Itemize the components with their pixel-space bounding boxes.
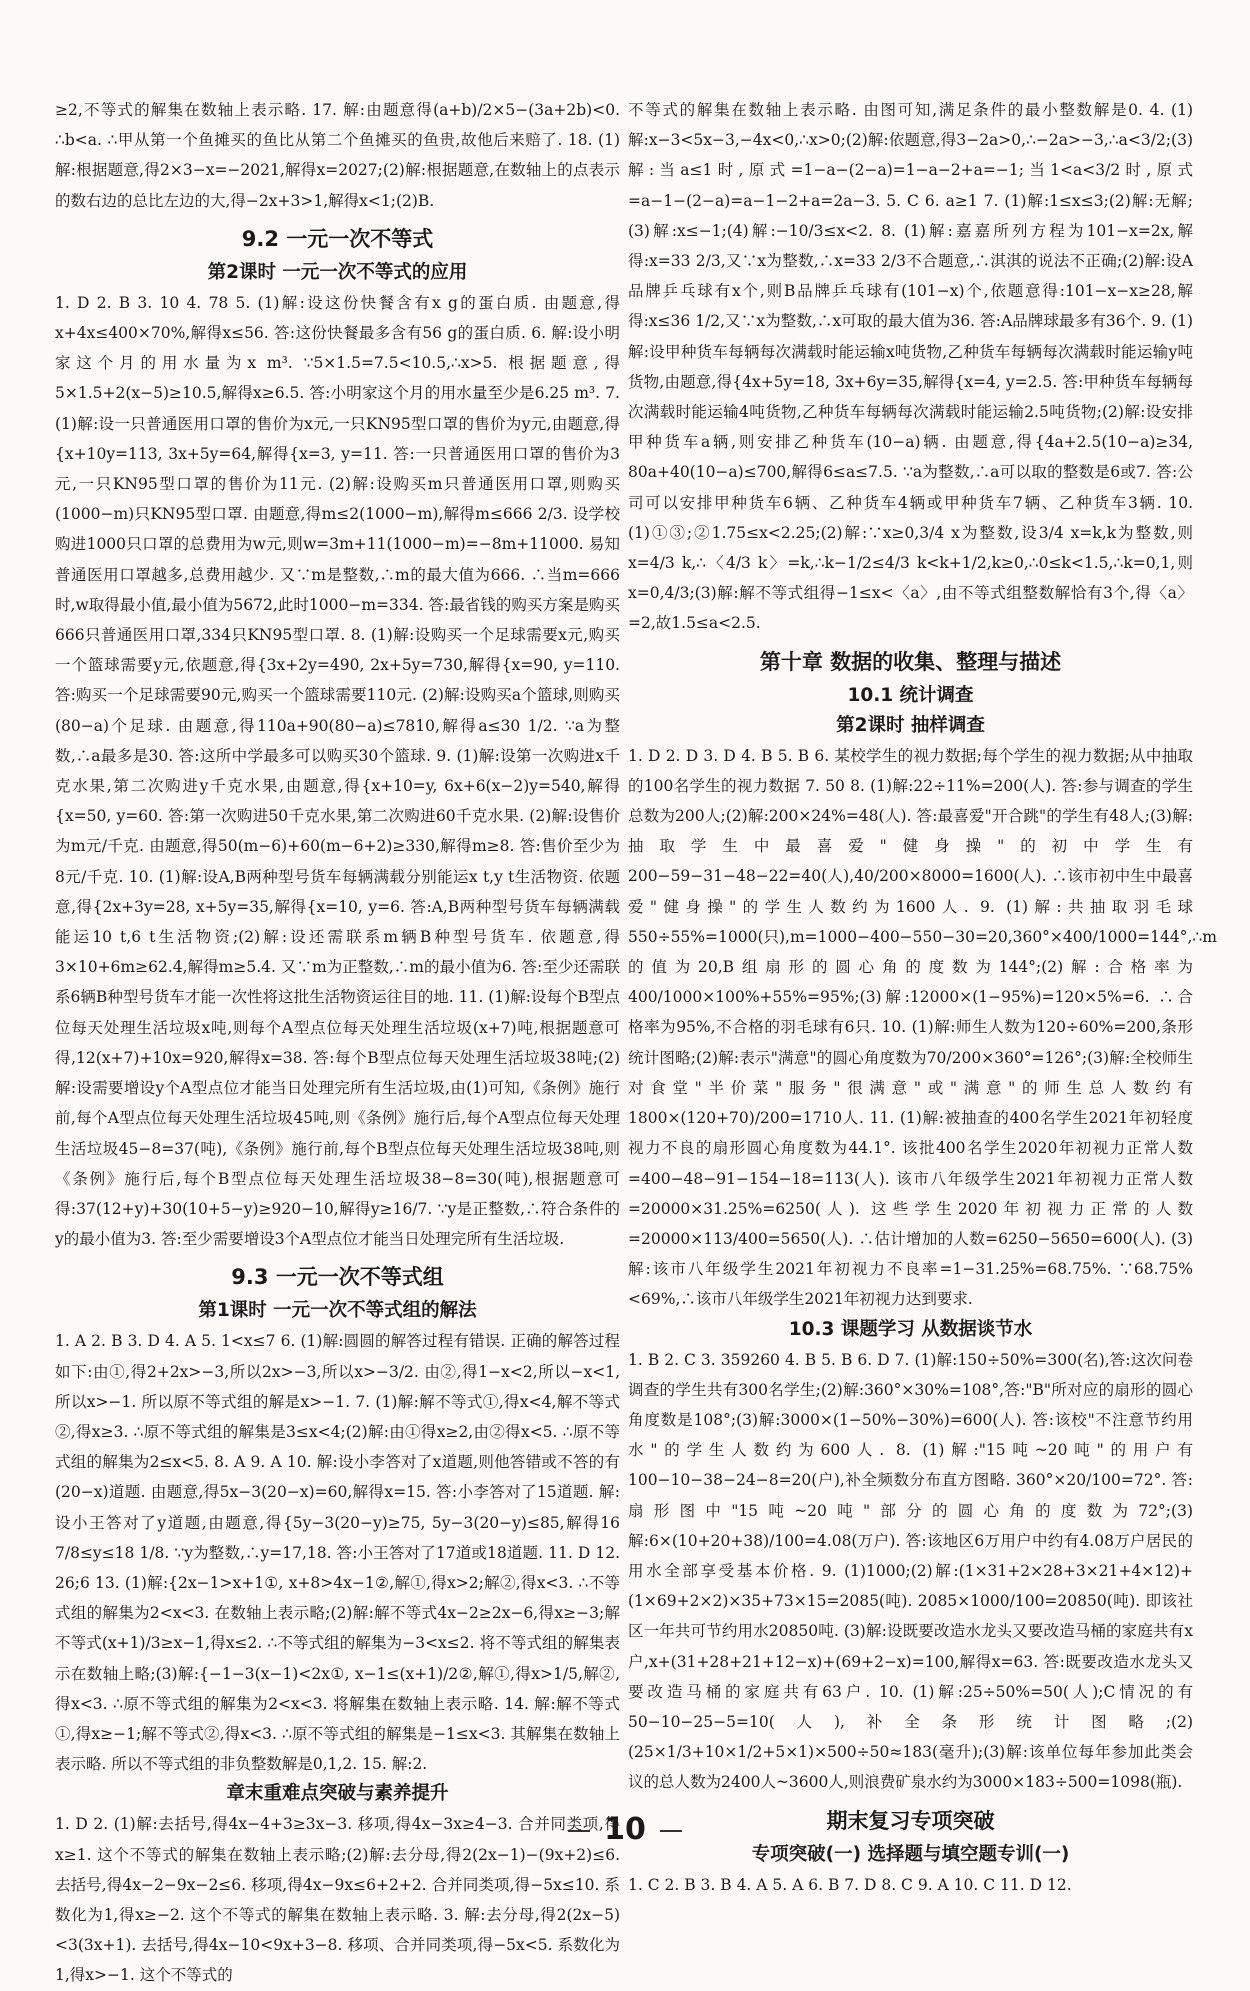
lesson-heading: 第2课时 抽样调查 — [836, 714, 985, 736]
left-column — [55, 95, 620, 1991]
chapter-heading: 第十章 数据的收集、整理与描述 — [759, 649, 1062, 674]
answer-text: 1. C 2. B 3. B 4. A 5. A 6. B 7. D 8. C 9. A 10. C 11. D 12. — [628, 1875, 1072, 1894]
lesson-heading: 第2课时 一元一次不等式的应用 — [207, 261, 468, 283]
answer-text: 1. D 2. D 3. D 4. B 5. B 6. 某校学生的视力数据;每个学生的视力数据;从中抽取的100名学生的视力数据 7. 50 8. (1)解:22÷11%=200(人). 答:参与调查的学生总数为200人;(2)解:200×24%=48(人). 答:最喜爱"开合跳"的学生有48人;(3)解:抽取学生中最喜爱"健身操"的初中学生有200−59−31−48−22=40(人),40/200×8000=1600(人). ∴该市初中生中最喜爱"健身操"的学生人数约为1600人. 9. (1)解:共抽取羽毛球550÷55%=1000(只),m=1000−400−550−30=20,360°×400/1000=144°,∴m的值为20,B组扇形的圆心角的度数为144°;(2)解:合格率为400/1000×100%+55%=95%;(3)解:12000×(1−95%)=120×5%=6. ∴合格率为95%,不合格的羽毛球有6只. 10. (1)解:师生人数为120÷60%=200,条形统计图略;(2)解:表示"满意"的圆心角度数为70/200×360°=126°;(3)解:全校师生对食堂"半价菜"服务"很满意"或"满意"的师生总人数约有1800×(120+70)/200=1710人. 11. (1)解:被抽查的400名学生2021年初轻度视力不良的扇形圆心角度数为44.1°. 该批400名学生2020年初视力正常人数=400−48−91−154−18=113(人). 该市八年级学生2021年初视力正常人数=20000×31.25%=6250(人). 这些学生2020年初视力正常的人数=20000×113/400=5650(人). ∴估计增加的人数=6250−5650=600(人). (3)解:该市八年级学生2021年初视力不良率=1−31.25%=68.75%. ∵68.75%<69%,∴该市八年级学生2021年初视力达到要求. — [628, 746, 1217, 1309]
answer-text: 1. B 2. C 3. 359260 4. B 5. B 6. D 7. (1)解:150÷50%=300(名),答:这次问卷调查的学生共有300名学生;(2)解:360°×30%=108°,答:"B"所对应的扇形的圆心角度数是108°;(3)解:3000×(1−50%−30%)=600(人). 答:该校"不注意节约用水"的学生人数约为600人. 8. (1)解:"15吨~20吨"的用户有100−10−38−24−8=20(户),补全频数分布直方图略. 360°×20/100=72°. 答:扇形图中"15吨~20吨"部分的圆心角的度数为72°;(3)解:6×(10+20+38)/100=4.08(万户). 答:该地区6万用户中约有4.08万户居民的用水全部享受基本价格. 9. (1)1000;(2)解:(1×31+2×28+3×21+4×12)+(1×69+2×2)×35+73×15=2085(吨). 2085×1000/100=20850(吨). 即该社区一年共可节约用水20850吨. (3)解:设既要改造水龙头又要改造马桶的家庭共有x户,x+(31+28+21+12−x)+(69+2−x)=100,解得x=63. 答:既要改造水龙头又要改造马桶的家庭共有63户. 10. (1)解:25÷50%=50(人);C情况的有50−10−25−5=10(人),补全条形统计图略;(2)(25×1/3+10×1/2+5×1)×500÷50≈183(毫升);(3)解:该单位每年参加此类会议的总人数为2400人~3600人,则浪费矿泉水约为3000×183÷500=1098(瓶). — [628, 1350, 1193, 1792]
section-heading: 9.3 一元一次不等式组 — [231, 1265, 444, 1290]
right-column — [628, 95, 1217, 1900]
footer-dash — [660, 1830, 682, 1832]
section-heading: 9.2 一元一次不等式 — [241, 226, 434, 251]
section-heading: 10.3 课题学习 从数据谈节水 — [788, 1318, 1033, 1340]
answer-text: 1. D 2. (1)解:去括号,得4x−4+3≥3x−3. 移项,得4x−3x≥4−3. 合并同类项,得x≥1. 这个不等式的解集在数轴上表示略;(2)解:去分母,得2(2x−1)−(9x+2)≤6. 去括号,得4x−2−9x−2≤6. 移项,得4x−9x≤6+2+2. 合并同类项,得−5x≤10. 系数化为1,得x≥−2. 这个不等式的解集在数轴上表示略. 3. 解:去分母,得2(2x−5)<3(3x+1). 去括号,得4x−10<9x+3−8. 移项、合并同类项,得−5x<5. 系数化为1,得x>−1. 这个不等式的 — [55, 1815, 620, 1985]
section-heading: 期末复习专项突破 — [826, 1808, 995, 1833]
page-footer — [0, 1812, 1250, 1847]
answer-text: 1. D 2. B 3. 10 4. 78 5. (1)解:设这份快餐含有x g的蛋白质. 由题意,得x+4x≤400×70%,解得x≤56. 答:这份快餐最多含有56 g的蛋白质. 6. 解:设小明家这个月的用水量为x m³. ∵5×1.5=7.5<10.5,∴x>5. 根据题意,得5×1.5+2(x−5)≥10.5,解得x≥6.5. 答:小明家这个月的用水量至少是6.25 m³. 7. (1)解:设一只普通医用口罩的售价为x元,一只KN95型口罩的售价为y元,由题意,得{x+10y=113, 3x+5y=64,解得{x=3, y=11. 答:一只普通医用口罩的售价为3元,一只KN95型口罩的售价为11元. (2)解:设购买m只普通医用口罩,则购买(1000−m)只KN95型口罩. 由题意,得m≤2(1000−m),解得m≤666 2/3. 设学校购进1000只口罩的总费用为w元,则w=3m+11(1000−m)=−8m+11000. 易知普通医用口罩越多,总费用越少. 又∵m是整数,∴m的最大值为666. ∴当m=666时,w取得最小值,最小值为5672,此时1000−m=334. 答:最省钱的购买方案是购买666只普通医用口罩,334只KN95型口罩. 8. (1)解:设购买一个足球需要x元,购买一个篮球需要y元,依题意,得{3x+2y=490, 2x+5y=730,解得{x=90, y=110. 答:购买一个足球需要90元,购买一个篮球需要110元. (2)解:设购买a个篮球,则购买(80−a)个足球. 由题意,得110a+90(80−a)≤7810,解得a≤30 1/2. ∵a为整数,∴a最多是30. 答:这所中学最多可以购买30个篮球. 9. (1)解:设第一次购进x千克水果,第二次购进y千克水果,由题意,得{x+10=y, 6x+6(x−2)y=540,解得{x=50, y=60. 答:第一次购进50千克水果,第二次购进60千克水果. (2)解:设售价为m元/千克. 由题意,得50(m−6)+60(m−6+2)≥330,解得m≥8. 答:售价至少为8元/千克. 10. (1)解:设A,B两种型号货车每辆满载分别能运x t,y t生活物资. 依题意,得{2x+3y=28, x+5y=35,解得{x=10, y=6. 答:A,B两种型号货车每辆满载能运10 t,6 t生活物资;(2)解:设还需联系m辆B种型号货车. 依题意,得3×10+6m≥62.4,解得m≥5.4. 又∵m为正整数,∴m的最小值为6. 答:至少还需联系6辆B种型号货车才能一次性将这批生活物资运往目的地. 11. (1)解:设每个B型点位每天处理生活垃圾x吨,则每个A型点位每天处理生活垃圾(x+7)吨,根据题意可得,12(x+7)+10x=920,解得x=38. 答:每个B型点位每天处理生活垃圾38吨;(2)解:设需要增设y个A型点位才能当日处理完所有生活垃圾,由(1)可知,《条例》施行前,每个A型点位每天处理生活垃圾45吨,则《条例》施行后,每个A型点位每天处理生活垃圾45−8=37(吨),《条例》施行前,每个B型点位每天处理生活垃圾38吨,则《条例》施行后,每个B型点位每天处理生活垃圾38−8=30(吨),根据题意可得:37(12+y)+30(10+5−y)≥920−10,解得y≥16/7. ∵y是正整数,∴符合条件的y的最小值为3. 答:至少需要增设3个A型点位才能当日处理完所有生活垃圾. — [55, 293, 620, 1249]
answer-text: ≥2,不等式的解集在数轴上表示略. 17. 解:由题意得(a+b)/2×5−(3a+2b)<0. ∴b<a. ∴甲从第一个鱼摊买的鱼比从第二个鱼摊买的鱼贵,故他后来赔了. 18. (1)解:根据题意,得2×3−x=−2021,解得x=2027;(2)解:根据题意,在数轴上的点表示的数右边的总比左边的大,得−2x+3>1,解得x<1;(2)B. — [55, 101, 620, 210]
answer-text: 不等式的解集在数轴上表示略. 由图可知,满足条件的最小整数解是0. 4. (1)解:x−3<5x−3,−4x<0,∴x>0;(2)解:依题意,得3−2a>0,∴−2a>−3,∴a<3/2;(3)解:当a≤1时,原式=1−a−(2−a)=1−a−2+a=−1;当1<a<3/2时,原式=a−1−(2−a)=a−1−2+a=2a−3. 5. C 6. a≥1 7. (1)解:1≤x≤3;(2)解:无解;(3)解:x≤−1;(4)解:−10/3≤x<2. 8. (1)解:嘉嘉所列方程为101−x=2x,解得:x=33 2/3,又∵x为整数,∴x=33 2/3不合题意,∴淇淇的说法不正确;(2)解:设A品牌乒乓球有x个,则B品牌乒乓球有(101−x)个,依题意得:101−x−x≥28,解得:x≤36 1/2,又∵x为整数,∴x可取的最大值为36. 答:A品牌球最多有36个. 9. (1)解:设甲种货车每辆每次满载时能运输x吨货物,乙种货车每辆每次满载时能运输y吨货物,由题意,得{4x+5y=18, 3x+6y=35,解得{x=4, y=2.5. 答:甲种货车每辆每次满载时能运输4吨货物,乙种货车每辆每次满载时能运输2.5吨货物;(2)解:设安排甲种货车a辆,则安排乙种货车(10−a)辆. 由题意,得{4a+2.5(10−a)≥34, 80a+40(10−a)≤700,解得6≤a≤7.5. ∵a为整数,∴a可以取的整数是6或7. 答:公司可以安排甲种货车6辆、乙种货车4辆或甲种货车7辆、乙种货车3辆. 10. (1)①③;②1.75≤x<2.25;(2)解:∵x≥0,3/4 x为整数,设3/4 x=k,k为整数,则x=4/3 k,∴〈4/3 k〉=k,∴k−1/2≤4/3 k<k+1/2,k≥0,∴0≤k<1.5,∴k=0,1,则x=0,4/3;(3)解:解不等式组得−1≤x<〈a〉,由不等式组整数解恰有3个,得〈a〉=2,故1.5≤a<2.5. — [628, 101, 1193, 633]
page-number: 10 — [604, 1812, 646, 1847]
review-heading: 章末重难点突破与素养提升 — [226, 1783, 449, 1805]
section-heading: 10.1 统计调查 — [847, 684, 974, 706]
footer-dash — [568, 1830, 590, 1832]
lesson-heading: 第1课时 一元一次不等式组的解法 — [198, 1300, 477, 1322]
answer-text: 1. A 2. B 3. D 4. A 5. 1<x≤7 6. (1)解:圆圆的解答过程有错误. 正确的解答过程如下:由①,得2+2x>−3,所以2x>−3,所以x>−3/2. 由②,得1−x<2,所以−x<1,所以x>−1. 所以原不等式组的解是x>−1. 7. (1)解:解不等式①,得x<4,解不等式②,得x≥3. ∴原不等式组的解集是3≤x<4;(2)解:由①得x≥2,由②得x<5. ∴原不等式组的解集为2≤x<5. 8. A 9. A 10. 解:设小李答对了x道题,则他答错或不答的有(20−x)道题. 由题意,得5x−3(20−x)=60,解得x=15. 答:小李答对了15道题. 解:设小王答对了y道题,由题意,得{5y−3(20−y)≥75, 5y−3(20−y)≤85,解得16 7/8≤y≤18 1/8. ∵y为整数,∴y=17,18. 答:小王答对了17道或18道题. 11. D 12. 26;6 13. (1)解:{2x−1>x+1①, x+8>4x−1②,解①,得x>2;解②,得x<3. ∴不等式组的解集为2<x<3. 在数轴上表示略;(2)解:解不等式4x−2≥2x−6,得x≥−3;解不等式(x+1)/3≥x−1,得x≤2. ∴不等式组的解集为−3<x≤2. 将不等式组的解集表示在数轴上略;(3)解:{−1−3(x−1)<2x①, x−1≤(x+1)/2②,解①,得x>1/5,解②,得x<3. ∴原不等式组的解集为2<x<3. 将解集在数轴上表示略. 14. 解:解不等式①,得x≥−1;解不等式②,得x<3. ∴原不等式组的解集是−1≤x<3. 其解集在数轴上表示略. 所以不等式组的非负整数解是0,1,2. 15. 解:2. — [55, 1332, 620, 1774]
lesson-heading: 专项突破(一) 选择题与填空题专训(一) — [751, 1843, 1070, 1865]
